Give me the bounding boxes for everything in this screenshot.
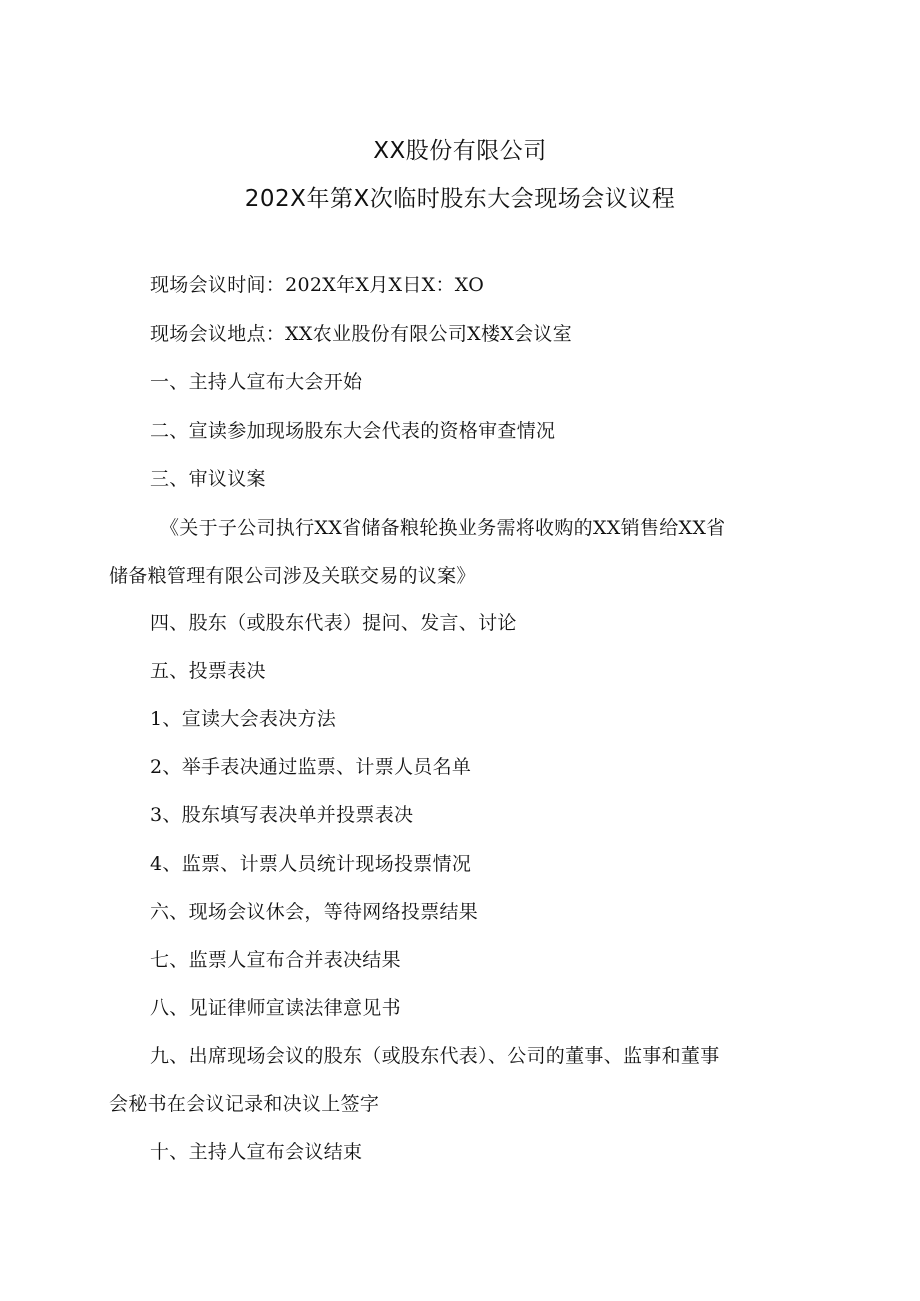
- proposal-line-1: 《关于子公司执行XX省储备粮轮换业务需将收购的XX销售给XX省: [160, 517, 726, 539]
- agenda-item-6: 六、现场会议休会，等待网络投票结果: [150, 901, 479, 923]
- agenda-item-2: 二、宣读参加现场股东大会代表的资格审查情况: [150, 420, 556, 442]
- meeting-place: 现场会议地点：XX农业股份有限公司X楼X会议室: [150, 323, 573, 345]
- sub-item-1: 1、宣读大会表决方法: [150, 708, 337, 730]
- agenda-item-3: 三、审议议案: [150, 468, 266, 490]
- agenda-item-5: 五、投票表决: [150, 660, 266, 682]
- agenda-item-10: 十、主持人宣布会议结束: [150, 1141, 363, 1163]
- company-title: XX股份有限公司: [373, 138, 547, 164]
- meeting-title: 202X年第X次临时股东大会现场会议议程: [244, 186, 676, 212]
- sub-item-3: 3、股东填写表决单并投票表决: [150, 804, 414, 826]
- sub-item-2: 2、举手表决通过监票、计票人员名单: [150, 756, 472, 778]
- sub-item-4: 4、监票、计票人员统计现场投票情况: [150, 853, 472, 875]
- meeting-time: 现场会议时间：202X年X月X日X：XO: [150, 274, 485, 296]
- agenda-item-4: 四、股东（或股东代表）提问、发言、讨论: [150, 612, 517, 634]
- agenda-item-8: 八、见证律师宣读法律意见书: [150, 997, 401, 1019]
- agenda-item-1: 一、主持人宣布大会开始: [150, 371, 363, 393]
- agenda-item-7: 七、监票人宣布合并表决结果: [150, 949, 401, 971]
- agenda-item-9-line-1: 九、出席现场会议的股东（或股东代表）、公司的董事、监事和董事: [150, 1045, 720, 1067]
- agenda-item-9-line-2: 会秘书在会议记录和决议上签字: [109, 1093, 380, 1115]
- proposal-line-2: 储备粮管理有限公司涉及关联交易的议案》: [109, 565, 476, 587]
